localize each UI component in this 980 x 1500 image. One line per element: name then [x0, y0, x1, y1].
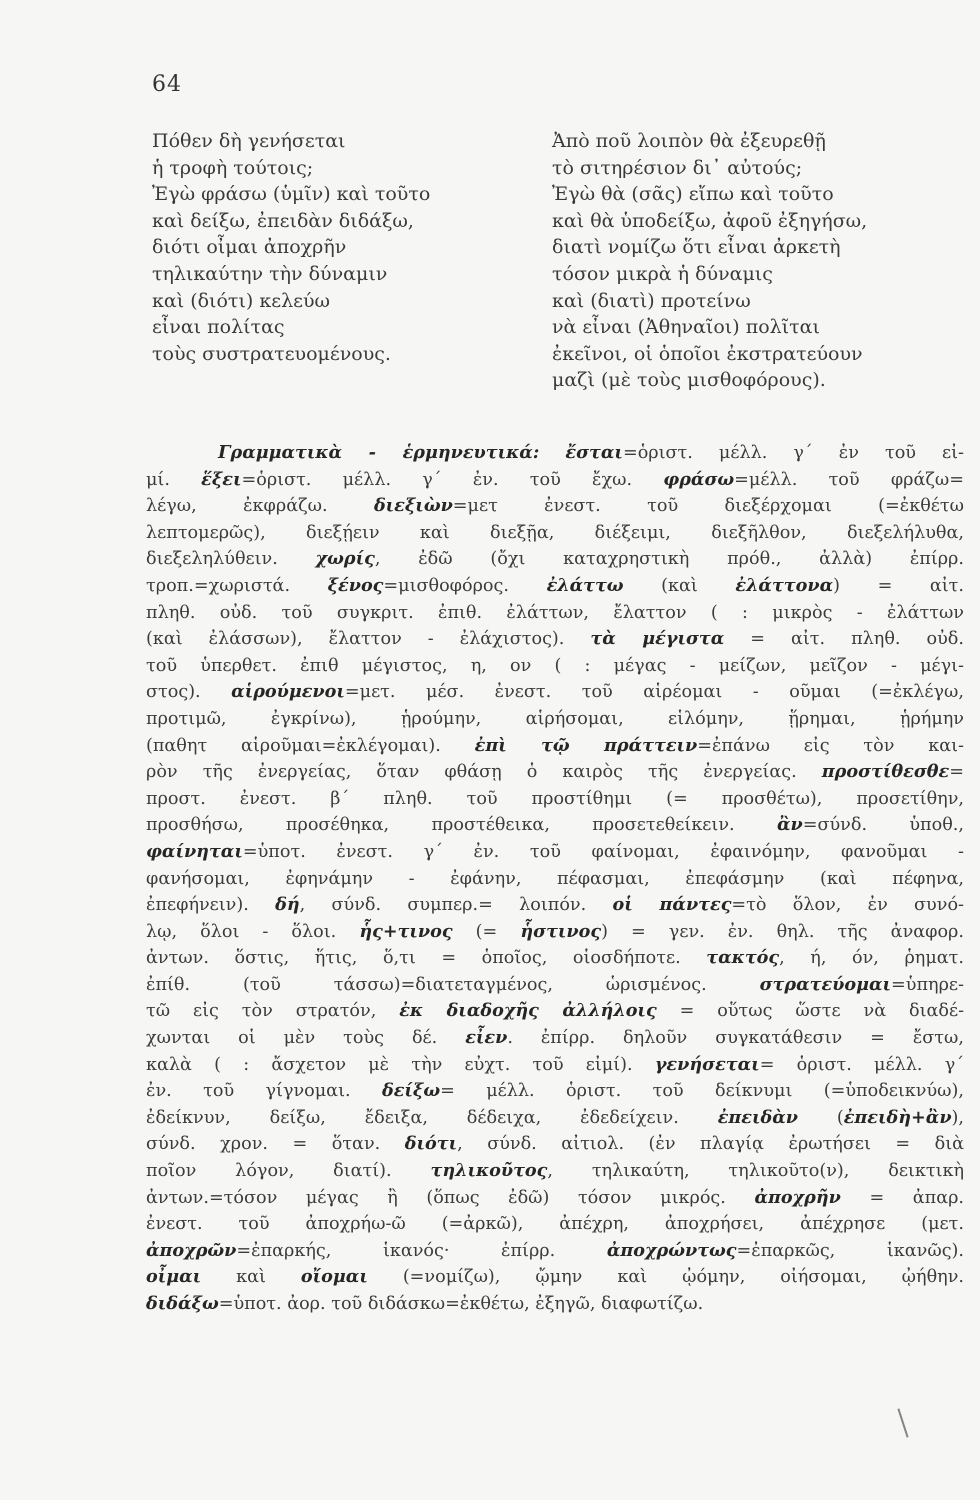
- glossary-line: [146, 679, 964, 706]
- glossary-text: = μέλλ. ὁριστ. τοῦ δείκνυμι (=ὑποδεικνύω),: [440, 1081, 964, 1102]
- glossary-text: =ὑποτ. ἐνεστ. γ΄ ἐν. τοῦ φαίνομαι, ἐφαινόμην, φανοῦμαι -: [242, 841, 964, 862]
- glossary-line: [146, 440, 964, 467]
- glossary-line: [146, 786, 964, 813]
- glossary-line: [146, 1211, 964, 1238]
- glossary-text: (=νομίζω), ᾤμην καὶ ᾠόμην, οἰήσομαι, ᾠήθην.: [367, 1267, 964, 1288]
- glossary-text: (παθητ αἱροῦμαι=ἐκλέγομαι).: [146, 735, 475, 756]
- glossary-line: [146, 1291, 964, 1318]
- glossary-line: [146, 1052, 964, 1079]
- glossary-headword: οἶμαι: [146, 1266, 202, 1288]
- glossary-line: [146, 520, 964, 547]
- glossary-headword: αἱρούμενοι: [231, 681, 345, 703]
- glossary-text: τροπ.=χωριστά.: [146, 575, 328, 596]
- glossary-text: = οὕτως ὥστε νὰ διαδέ-: [656, 1001, 965, 1022]
- glossary-headword: εἶεν: [465, 1027, 508, 1049]
- glossary-headword: διότι: [404, 1133, 458, 1155]
- glossary-text: ) = γεν. ἐν. θηλ. τῆς ἀναφορ.: [601, 921, 964, 942]
- glossary-text: μί.: [146, 469, 202, 490]
- glossary-line: [146, 1185, 964, 1212]
- glossary-text: =μισθοφόρος.: [383, 575, 547, 596]
- glossary-text: =: [949, 762, 964, 783]
- glossary-text: , σύνδ. συμπερ.= λοιπόν.: [299, 895, 613, 916]
- glossary-headword: ἧστινος: [520, 920, 602, 942]
- glossary-text: ἐν. τοῦ γίγνομαι.: [146, 1081, 382, 1102]
- glossary-line: [146, 733, 964, 760]
- glossary-text: , τηλικαύτη, τηλικοῦτο(ν), δεικτικὴ: [547, 1161, 964, 1182]
- translation-line: ἐκεῖνοι, οἱ ὁποῖοι ἐκστρατεύουν: [552, 342, 863, 365]
- page-number: 64: [152, 72, 182, 97]
- ancient-text-line: καὶ δείξω, ἐπειδὰν διδάξω,: [152, 209, 414, 232]
- glossary-line: [146, 653, 964, 680]
- glossary-headword: ἐπὶ τῷ πράττειν: [474, 734, 698, 756]
- glossary-headword: τὰ μέγιστα: [590, 628, 725, 650]
- glossary-headword: δείξω: [381, 1080, 441, 1102]
- glossary-text: ἀντων. ὅστις, ἥτις, ὅ,τι = ὁποῖος, οἱοσδήποτε.: [146, 948, 707, 969]
- glossary-headword: δή: [275, 894, 300, 916]
- glossary-text: λεπτομερῶς), διεξῄειν καὶ διεξῇα, διέξειμι, διεξῆλθον, διεξελήλυθα,: [146, 522, 964, 543]
- glossary-text: = ὁριστ. μέλλ. γ΄: [759, 1054, 965, 1075]
- glossary-headword: προστίθεσθε: [821, 761, 950, 783]
- glossary-text: ρὸν τῆς ἐνεργείας, ὅταν φθάσῃ ὁ καιρὸς τῆς ἐνεργείας.: [146, 762, 822, 783]
- glossary-text: =ὁριστ. μέλλ. γ΄ ἐν τοῦ εἰ-: [622, 443, 965, 463]
- glossary-headword: ἀποχρώντως: [606, 1239, 737, 1261]
- translation-line: μαζὶ (μὲ τοὺς μισθοφόρους).: [552, 369, 826, 392]
- translation-line: νὰ εἶναι (Ἀθηναῖοι) πολῖται: [552, 316, 820, 339]
- glossary-headword: διδάξω: [146, 1293, 219, 1314]
- glossary-line: [146, 812, 964, 839]
- glossary-headword: ἧς+τινος: [359, 920, 453, 942]
- glossary-text: ἐπίθ. (τοῦ τάσσω)=διατεταγμένος, ὡρισμένος.: [146, 974, 760, 995]
- glossary-text: =μετ. μέσ. ἐνεστ. τοῦ αἱρέομαι - οῦμαι (=ἐκλέγω,: [344, 682, 964, 703]
- glossary-line: [146, 1238, 964, 1265]
- translation-line: καὶ θὰ ὑποδείξω, ἀφοῦ ἐξηγήσω,: [552, 209, 868, 232]
- glossary-line: [146, 759, 964, 786]
- glossary-text: τῶ εἰς τὸν στρατόν,: [146, 1001, 400, 1022]
- glossary-text: =μετ ἐνεστ. τοῦ διεξέρχομαι (=ἐκθέτω: [452, 496, 964, 517]
- glossary-text: =ὑποτ. ἀορ. τοῦ διδάσκω=ἐκθέτω, ἐξηγῶ, διαφωτίζω.: [218, 1294, 704, 1314]
- glossary-text: =μέλλ. τοῦ φράζω=: [734, 469, 964, 490]
- glossary-text: καὶ: [201, 1267, 301, 1288]
- grammar-notes-section: [146, 440, 964, 1318]
- glossary-line: [146, 1078, 964, 1105]
- translation-line: Ἐγὼ θὰ (σᾶς) εἴπω καὶ τοῦτο: [552, 183, 834, 206]
- glossary-line: [146, 467, 964, 494]
- glossary-line: [146, 1264, 964, 1291]
- glossary-headword: ἕξει: [201, 468, 242, 490]
- glossary-headword: ξένος: [327, 574, 384, 596]
- glossary-headword: γενήσεται: [654, 1053, 760, 1075]
- glossary-text: λέγω, ἐκφράζω.: [146, 496, 374, 517]
- glossary-text: χωνται οἱ μὲν τοὺς δέ.: [146, 1028, 466, 1049]
- glossary-text: λῳ, ὅλοι - ὅλοι.: [146, 921, 360, 942]
- glossary-text: ),: [951, 1107, 964, 1128]
- translation-line: διατὶ νομίζω ὅτι εἶναι ἀρκετὴ: [552, 236, 841, 259]
- glossary-headword: ἀποχρῆν: [754, 1186, 841, 1208]
- glossary-text: = αἰτ. πληθ. οὐδ.: [724, 629, 964, 650]
- glossary-headword: οἴομαι: [300, 1266, 368, 1288]
- glossary-text: στος).: [146, 682, 232, 703]
- glossary-headword: φαίνηται: [146, 840, 243, 862]
- glossary-text: ποῖον λόγον, διατί).: [146, 1161, 431, 1182]
- glossary-text: =ἐπάνω εἰς τὸν και-: [697, 735, 964, 756]
- glossary-text: (: [797, 1107, 844, 1128]
- glossary-text: πληθ. οὐδ. τοῦ συγκριτ. ἐπιθ. ἐλάττων, ἔλαττον ( : μικρὸς - ἐλάττων: [146, 602, 964, 623]
- glossary-line: [146, 600, 964, 627]
- glossary-line: [146, 919, 964, 946]
- glossary-headword: τακτός: [706, 947, 780, 969]
- glossary-text: ἐπεφήνειν).: [146, 895, 276, 916]
- glossary-text: διεξεληλύθειν.: [146, 549, 316, 570]
- glossary-headword: Γραμματικὰ - ἑρμηνευτικά:: [218, 442, 540, 463]
- glossary-text: καλὰ ( : ἄσχετον μὲ τὴν εὐχτ. τοῦ εἰμί).: [146, 1054, 655, 1075]
- glossary-line: [146, 972, 964, 999]
- glossary-headword: ἔσται: [565, 442, 623, 463]
- glossary-headword: χωρίς: [315, 548, 375, 570]
- translation-line: Ἀπὸ ποῦ λοιπὸν θὰ ἐξευρεθῇ: [552, 130, 826, 152]
- ancient-text-line: διότι οἶμαι ἀποχρῆν: [152, 236, 347, 259]
- glossary-line: [146, 1105, 964, 1132]
- ancient-text-line: εἶναι πολίτας: [152, 316, 285, 339]
- glossary-text: , σύνδ. αἰτιολ. (ἐν πλαγίᾳ ἐρωτήσει = διὰ: [457, 1134, 965, 1155]
- glossary-line: [146, 1158, 964, 1185]
- glossary-text: ἐδείκνυν, δείξω, ἔδειξα, δέδειχα, ἐδεδείχειν.: [146, 1107, 718, 1128]
- glossary-text: φανήσομαι, ἐφηνάμην - ἐφάνην, πέφασμαι, ἐπεφάσμην (καὶ πέφηνα,: [146, 868, 964, 889]
- glossary-text: σύνδ. χρον. = ὅταν.: [146, 1134, 405, 1155]
- glossary-headword: οἱ πάντες: [612, 894, 732, 916]
- glossary-text: =ὁριστ. μέλλ. γ΄ ἐν. τοῦ ἔχω.: [241, 469, 664, 490]
- glossary-line: [146, 998, 964, 1025]
- glossary-text: τοῦ ὑπερθετ. ἐπιθ μέγιστος, η, ον ( : μέγας - μείζων, μεῖζον - μέγι-: [146, 655, 964, 676]
- glossary-line: [146, 573, 964, 600]
- glossary-text: = ἀπαρ.: [840, 1187, 965, 1208]
- glossary-line: [146, 1131, 964, 1158]
- glossary-line: [146, 706, 964, 733]
- glossary-headword: ἀποχρῶν: [146, 1239, 237, 1261]
- ancient-text-line: Ἐγὼ φράσω (ὑμῖν) καὶ τοῦτο: [152, 183, 431, 206]
- glossary-headword: φράσω: [663, 468, 735, 490]
- glossary-line: [146, 839, 964, 866]
- glossary-text: ἀντων.=τόσον μέγας ἢ (ὅπως ἐδῶ) τόσον μικρός.: [146, 1187, 755, 1208]
- glossary-line: [146, 945, 964, 972]
- glossary-text: (καὶ ἐλάσσων), ἔλαττον - ἐλάχιστος).: [146, 629, 591, 650]
- glossary-text: (=: [452, 921, 521, 942]
- glossary-text: προστ. ἐνεστ. β΄ πληθ. τοῦ προστίθημι (= προσθέτω), προσετίθην,: [146, 788, 964, 809]
- glossary-text: προσθήσω, προσέθηκα, προστέθεικα, προσετεθείκειν.: [146, 815, 777, 836]
- glossary-headword: ἐλάττονα: [735, 574, 834, 596]
- glossary-text: =ἐπαρκῶς, ἱκανῶς).: [736, 1240, 964, 1261]
- glossary-text: . ἐπίρρ. δηλοῦν συγκατάθεσιν = ἔστω,: [507, 1028, 964, 1049]
- glossary-line: [146, 892, 964, 919]
- translation-line: καὶ (διατὶ) προτείνω: [552, 289, 751, 312]
- glossary-text: [539, 443, 565, 463]
- ancient-text-line: καὶ (διότι) κελεύω: [152, 289, 330, 312]
- glossary-line: [146, 866, 964, 893]
- glossary-text: =ὑπηρε-: [891, 974, 964, 995]
- glossary-line: [146, 1025, 964, 1052]
- translation-line: τόσον μικρὰ ἡ δύναμις: [552, 262, 773, 285]
- ancient-text-line: τοὺς συστρατευομένους.: [152, 342, 391, 365]
- glossary-headword: διεξιὼν: [373, 495, 453, 517]
- glossary-headword: στρατεύομαι: [759, 973, 892, 995]
- glossary-headword: ἂν: [776, 814, 803, 836]
- ancient-text-line: Πόθεν δὴ γενήσεται: [152, 130, 346, 152]
- glossary-text: ) = αἰτ.: [833, 575, 965, 596]
- translation-line: τὸ σιτηρέσιον δι᾽ αὐτούς;: [552, 156, 803, 179]
- glossary-text: (καὶ: [623, 575, 736, 596]
- glossary-headword: ἐπειδὴ+ἂν: [843, 1106, 952, 1128]
- modern-greek-translation-column: [552, 128, 962, 394]
- glossary-text: =ἐπαρκής, ἱκανός· ἐπίρρ.: [236, 1240, 607, 1261]
- ancient-text-line: ἡ τροφὴ τούτοις;: [152, 156, 314, 179]
- glossary-headword: ἐπειδὰν: [717, 1106, 798, 1128]
- glossary-line: [146, 626, 964, 653]
- glossary-text: ἐνεστ. τοῦ ἀποχρήω-ῶ (=ἀρκῶ), ἀπέχρη, ἀποχρήσει, ἀπέχρησε (μετ.: [146, 1214, 964, 1235]
- ancient-greek-text-column: [152, 128, 522, 367]
- glossary-line: [146, 546, 964, 573]
- glossary-headword: τηλικοῦτος: [430, 1160, 548, 1182]
- glossary-headword: ἐλάττω: [546, 574, 624, 596]
- stray-pen-mark: [897, 1408, 908, 1437]
- glossary-text: =τὸ ὅλον, ἐν συνό-: [731, 895, 964, 916]
- glossary-text: =σύνδ. ὑποθ.,: [802, 815, 964, 836]
- glossary-text: , ή, όν, ῥηματ.: [779, 948, 964, 969]
- glossary-text: , ἐδῶ (ὄχι καταχρηστικὴ πρόθ., ἀλλὰ) ἐπίρρ.: [374, 549, 964, 570]
- ancient-text-line: τηλικαύτην τὴν δύναμιν: [152, 262, 388, 285]
- glossary-text: προτιμῶ, ἐγκρίνω), ᾑρούμην, αἱρήσομαι, εἱλόμην, ᾕρημαι, ᾑρήμην: [146, 708, 964, 729]
- glossary-line: [146, 493, 964, 520]
- glossary-headword: ἐκ διαδοχῆς ἀλλήλοις: [399, 1000, 657, 1022]
